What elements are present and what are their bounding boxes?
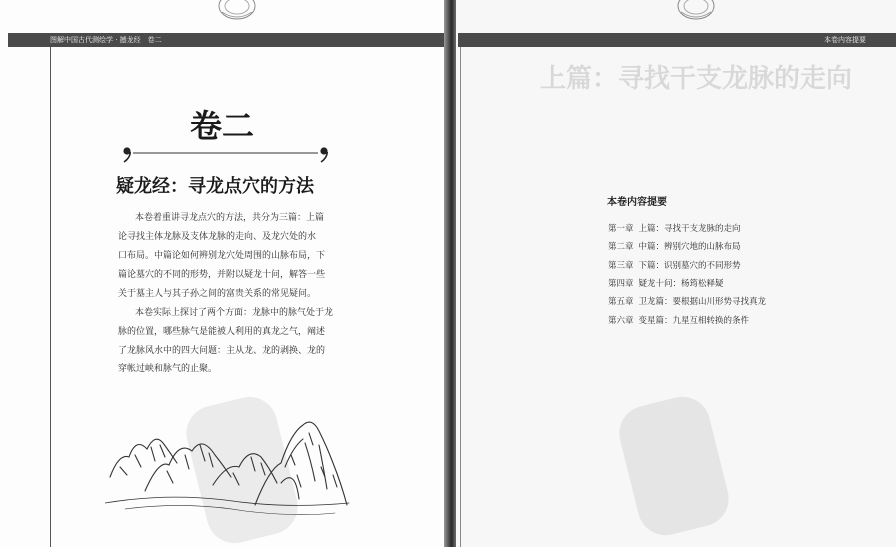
running-head-text: 图解中国古代测绘学 · 撼龙经 卷二 — [50, 36, 162, 44]
mountain-illustration — [105, 405, 350, 535]
right-page — [456, 0, 896, 547]
chapter-title: 中篇：辨别穴地的山脉布局 — [638, 242, 741, 252]
body-line: 篇论墓穴的不同的形势，并附以疑龙十问，解答一些 — [118, 270, 326, 280]
chapter-number: 第五章 — [608, 297, 634, 307]
running-head-bar — [8, 33, 446, 47]
watermark-seal — [613, 391, 734, 541]
page-border-line — [460, 47, 461, 547]
body-line: 了龙脉风水中的四大问题：主从龙、龙的剥换、龙的 — [118, 346, 326, 356]
chapter-title: 变星篇：九星互相转换的条件 — [638, 316, 750, 326]
chapter-number: 第二章 — [608, 242, 634, 252]
summary-title: 本卷内容提要 — [607, 197, 667, 208]
chapter-number: 第三章 — [608, 261, 634, 271]
volume-subtitle: 疑龙经：寻龙点穴的方法 — [116, 176, 314, 197]
body-line: 论寻找主体龙脉及支体龙脉的走向、及龙穴处的水 — [118, 232, 317, 242]
chapter-title: 疑龙十问：杨筠松释疑 — [638, 279, 724, 289]
body-line: 本卷着重讲寻龙点穴的方法，共分为三篇：上篇 — [135, 213, 325, 223]
page-border-line — [50, 47, 51, 547]
chapter-number: 第一章 — [608, 224, 634, 234]
chapter-item — [608, 278, 724, 290]
body-line: 穿帐过峡和脉气的止聚。 — [118, 364, 218, 374]
left-page — [0, 0, 446, 547]
ornament-divider — [118, 143, 333, 165]
chapter-item — [608, 296, 766, 308]
header-emblem-icon — [671, 0, 721, 22]
running-head-bar — [458, 33, 896, 47]
body-line: 脉的位置，哪些脉气是能被人利用的真龙之气，阐述 — [118, 327, 326, 337]
body-line: 关于墓主人与其子孙之间的富贵关系的常见疑问。 — [118, 289, 317, 299]
body-line: 口布局。中篇论如何辨别龙穴处周围的山脉布局，下 — [118, 251, 326, 261]
chapter-item — [608, 315, 749, 327]
chapter-title: 下篇：识别墓穴的不同形势 — [638, 261, 741, 271]
chapter-item — [608, 260, 741, 272]
chapter-number: 第四章 — [608, 279, 634, 289]
volume-title: 卷二 — [189, 107, 254, 145]
chapter-item — [608, 223, 741, 235]
chapter-title: 上篇：寻找干支龙脉的走向 — [638, 224, 741, 234]
chapter-title: 卫龙篇：要根据山川形势寻找真龙 — [638, 297, 767, 307]
running-head-text: 本卷内容提要 — [824, 36, 866, 44]
chapter-number: 第六章 — [608, 316, 634, 326]
bleed-through-heading: 上篇：寻找干支龙脉的走向 — [540, 64, 853, 94]
chapter-item — [608, 241, 741, 253]
body-line: 本卷实际上探讨了两个方面：龙脉中的脉气处于龙 — [135, 308, 334, 318]
header-emblem-icon — [212, 0, 262, 22]
